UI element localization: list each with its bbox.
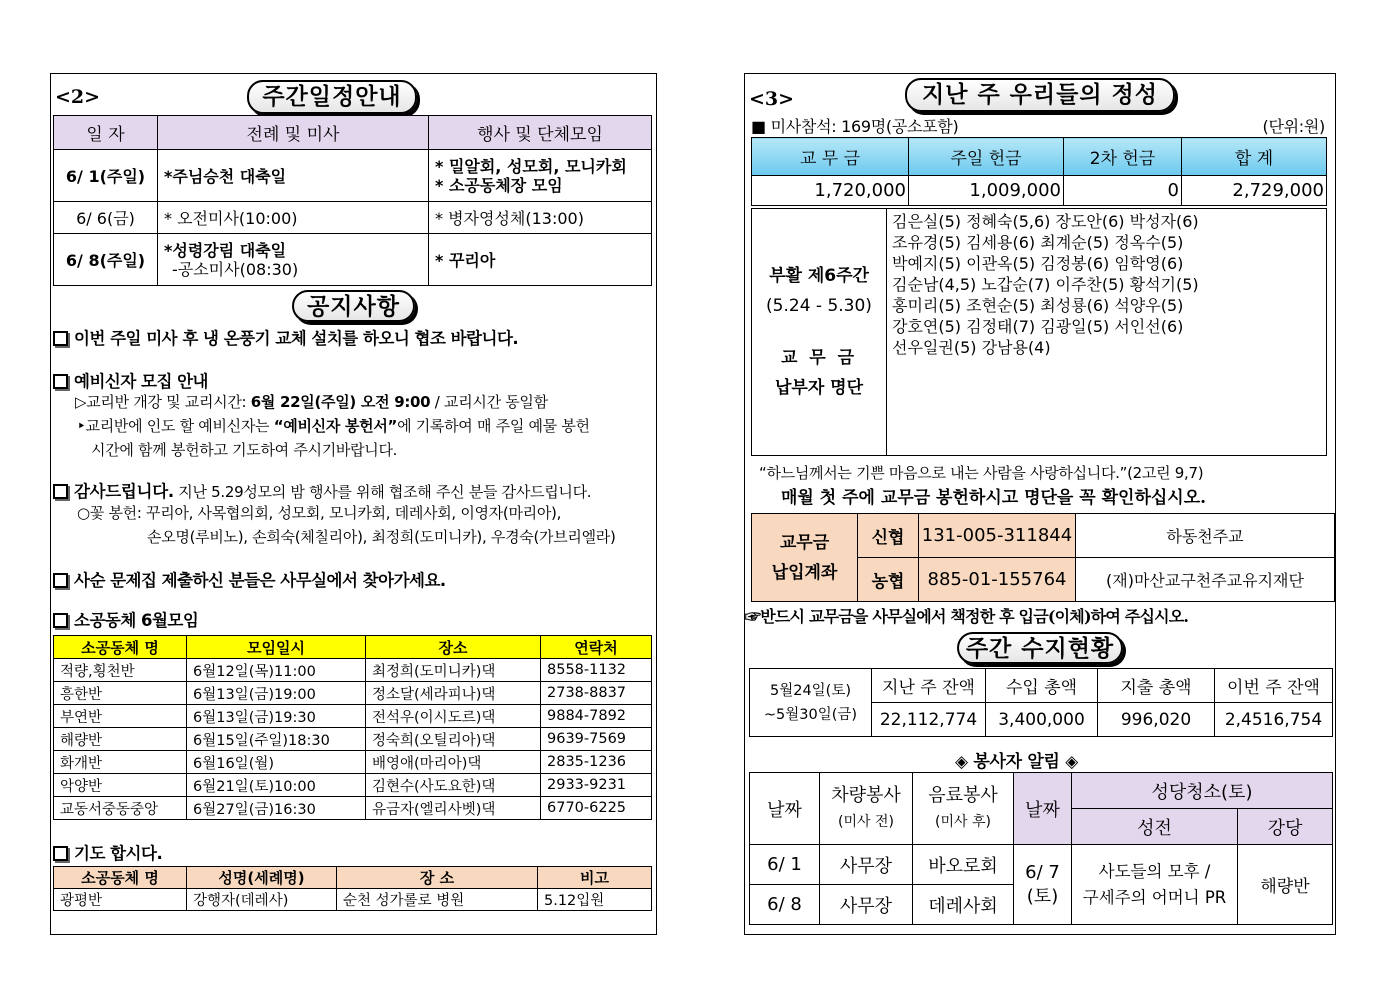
schedule-row <box>54 202 652 234</box>
notice-text: 사순 문제집 제출하신 분들은 사무실에서 찾아가세요. <box>74 571 446 590</box>
donor-line: 조유경(5) 김세용(6) 최계순(5) 정옥수(5) <box>892 233 1184 252</box>
offering-table <box>751 137 1327 206</box>
notice-text: 이번 주일 미사 후 냉 온풍기 교체 설치를 하오니 협조 바랍니다. <box>74 329 519 348</box>
cell: 적량,횡천반 <box>54 659 187 682</box>
weekly-value: 2,4516,754 <box>1215 703 1333 737</box>
cell: 부연반 <box>54 705 187 728</box>
cell: 배영애(마리아)댁 <box>366 751 541 774</box>
cell: 6월13일(금)19:00 <box>187 682 366 705</box>
account-table <box>751 513 1335 602</box>
cell: 김현수(사도요한)댁 <box>366 774 541 797</box>
notice-item <box>53 325 518 349</box>
donor-line: 홍미리(5) 조현순(5) 최성룡(6) 석양우(5) <box>892 296 1184 315</box>
table-row <box>54 659 652 682</box>
reminder: 매월 첫 주에 교무금 봉헌하시고 명단을 꼭 확인하십시오. <box>781 488 1207 508</box>
schedule-liturgy-sub: -공소미사(08:30) <box>172 259 299 279</box>
table-row <box>54 751 652 774</box>
table-row <box>54 889 652 911</box>
weekly-header: 지출 총액 <box>1098 669 1215 703</box>
cell: 정소달(세라피나)댁 <box>366 682 541 705</box>
text: ‣교리반에 인도 할 예비신자는 <box>77 417 274 435</box>
clean-date-day: 6/ 7 <box>1025 861 1060 883</box>
vol-drink: 바오로회 <box>913 845 1014 885</box>
clean-date-weekday: (토) <box>1026 885 1059 907</box>
cell: 순천 성가롤로 병원 <box>337 889 538 911</box>
vol-header-drink-label: 음료봉사 <box>928 784 998 806</box>
vol-header-car <box>820 773 913 845</box>
table-row <box>54 774 652 797</box>
notice-text: 기도 합시다. <box>74 844 163 863</box>
notice-heading <box>53 607 198 631</box>
offering-title: 지난 주 우리들의 정성 <box>905 78 1175 112</box>
vol-header-car-sub: (미사 전) <box>838 813 894 830</box>
schedule-liturgy-cell <box>158 234 429 286</box>
clean-sanctuary <box>1072 845 1238 925</box>
donor-line: 김순남(4,5) 노갑순(7) 이주찬(5) 황석기(5) <box>892 275 1199 294</box>
community-header: 소공동체 명 <box>54 636 187 659</box>
text-bold: “예비신자 봉헌서” <box>273 417 398 435</box>
schedule-events <box>429 150 652 202</box>
cell: 6월12일(목)11:00 <box>187 659 366 682</box>
checkbox-icon <box>53 613 68 628</box>
table-row <box>54 728 652 751</box>
account-bank: 신협 <box>858 514 919 558</box>
cell: 흥한반 <box>54 682 187 705</box>
schedule-row <box>54 234 652 286</box>
table-row <box>750 845 1333 885</box>
donor-label-type: 교 무 금 <box>780 348 858 368</box>
text: ▷교리반 개강 및 교리시간: <box>75 393 251 411</box>
notice-line: ○꽃 봉헌: 꾸리아, 사목협의회, 성모회, 모니카회, 데레사회, 이영자(마리아), <box>77 504 562 522</box>
clean-hall: 해량반 <box>1238 845 1333 925</box>
cell: 6월16일(월) <box>187 751 366 774</box>
page-number: <3> <box>749 88 795 110</box>
notice-heading <box>53 368 208 392</box>
cell: 유금자(엘리사벳)댁 <box>366 797 541 820</box>
money-header: 교 무 금 <box>752 138 909 176</box>
account-note: ☞반드시 교무금을 사무실에서 책정한 후 입금(이체)하여 주십시오. <box>745 607 1189 626</box>
schedule-row <box>54 150 652 202</box>
text: / 교리시간 동일함 <box>430 393 548 411</box>
notice-text: 예비신자 모집 안내 <box>74 372 209 391</box>
prayer-header: 성명(세례명) <box>187 867 337 889</box>
cell: 9639-7569 <box>541 728 652 751</box>
vol-car: 사무장 <box>820 845 913 885</box>
account-number: 885-01-155764 <box>919 558 1076 602</box>
community-header: 모임일시 <box>187 636 366 659</box>
table-row <box>54 797 652 820</box>
cell: 6월13일(금)19:30 <box>187 705 366 728</box>
vol-header-hall: 강당 <box>1238 809 1333 845</box>
cell: 2835-1236 <box>541 751 652 774</box>
cell: 화개반 <box>54 751 187 774</box>
schedule-date: 6/ 8(주일) <box>54 234 158 286</box>
schedule-date: 6/ 1(주일) <box>54 150 158 202</box>
vol-header-drink <box>913 773 1014 845</box>
vol-header-clean: 성당청소(토) <box>1072 773 1333 809</box>
cell: 악양반 <box>54 774 187 797</box>
account-label-2: 납입계좌 <box>771 562 838 583</box>
donor-table <box>751 208 1327 456</box>
weekly-value: 996,020 <box>1098 703 1215 737</box>
cell: 정숙희(오틸리아)댁 <box>366 728 541 751</box>
donor-label-dates: (5.24 - 5.30) <box>766 296 872 316</box>
cell: 9884-7892 <box>541 705 652 728</box>
money-value: 1,720,000 <box>752 176 909 206</box>
cell: 8558-1132 <box>541 659 652 682</box>
cell: 2933-9231 <box>541 774 652 797</box>
notice-line: 시간에 함께 봉헌하고 기도하여 주시기바랍니다. <box>91 441 398 459</box>
prayer-header: 장 소 <box>337 867 538 889</box>
donor-label-week: 부활 제6주간 <box>769 266 869 286</box>
money-value: 1,009,000 <box>909 176 1064 206</box>
cell: 교동서중동중앙 <box>54 797 187 820</box>
notice-title: 공지사항 <box>292 290 415 322</box>
notice-line <box>77 415 590 436</box>
community-table <box>53 635 652 820</box>
text-bold: 6월 22일(주일) 오전 9:00 <box>250 393 431 411</box>
table-row <box>54 682 652 705</box>
schedule-liturgy: * 오전미사(10:00) <box>158 202 429 234</box>
cell: 6월27일(금)16:30 <box>187 797 366 820</box>
unit: (단위:원) <box>1262 117 1325 136</box>
cell: 최정희(도미니카)댁 <box>366 659 541 682</box>
weekly-header: 수입 총액 <box>986 669 1098 703</box>
account-number: 131-005-311844 <box>919 514 1076 558</box>
schedule-header-liturgy: 전례 및 미사 <box>158 116 429 150</box>
table-row <box>54 705 652 728</box>
weekly-table <box>749 668 1333 737</box>
checkbox-icon <box>53 484 68 499</box>
account-holder: 하동천주교 <box>1076 514 1335 558</box>
notice-heading: 감사드립니다. <box>74 482 174 501</box>
cell: 6월15일(주일)18:30 <box>187 728 366 751</box>
cell: 2738-8837 <box>541 682 652 705</box>
donor-line: 선우일권(5) 강남용(4) <box>892 338 1051 357</box>
schedule-event: * 꾸리아 <box>429 234 652 286</box>
page-number: <2> <box>55 86 101 108</box>
schedule-header-events: 행사 및 단체모임 <box>429 116 652 150</box>
checkbox-icon <box>53 331 68 346</box>
donor-list <box>887 209 1327 456</box>
weekly-period <box>750 669 872 737</box>
schedule-header-date: 일 자 <box>54 116 158 150</box>
cell: 5.12입원 <box>538 889 652 911</box>
schedule-event: * 밀알회, 성모회, 모니카회 <box>435 156 627 176</box>
vol-header-sanctuary: 성전 <box>1072 809 1238 845</box>
schedule-event: * 병자영성체(13:00) <box>429 202 652 234</box>
vol-date: 6/ 8 <box>750 885 820 925</box>
schedule-table <box>53 115 652 286</box>
attendance: ■ 미사참석: 169명(공소포함) <box>751 117 959 136</box>
community-header: 장소 <box>366 636 541 659</box>
money-header: 2차 헌금 <box>1064 138 1182 176</box>
vol-header-car-label: 차량봉사 <box>831 784 901 806</box>
notice-line <box>75 391 548 412</box>
vol-drink: 데레사회 <box>913 885 1014 925</box>
prayer-table <box>53 866 652 911</box>
cell: 광평반 <box>54 889 187 911</box>
schedule-date: 6/ 6(금) <box>54 202 158 234</box>
clean-sanctuary-line: 사도들의 모후 / <box>1098 861 1211 881</box>
vol-car: 사무장 <box>820 885 913 925</box>
prayer-header: 비고 <box>538 867 652 889</box>
volunteer-title: ◈ 봉사자 알림 ◈ <box>955 752 1079 772</box>
vol-date: 6/ 1 <box>750 845 820 885</box>
page-2 <box>50 73 657 935</box>
weekly-value: 22,112,774 <box>872 703 986 737</box>
donor-line: 강호연(5) 김정태(7) 김광일(5) 서인선(6) <box>892 317 1184 336</box>
cell: 6770-6225 <box>541 797 652 820</box>
weekly-value: 3,400,000 <box>986 703 1098 737</box>
checkbox-icon <box>53 374 68 389</box>
checkbox-icon <box>53 573 68 588</box>
weekly-header: 이번 주 잔액 <box>1215 669 1333 703</box>
vol-header-drink-sub: (미사 후) <box>935 813 991 830</box>
cell: 전석우(이시도르)댁 <box>366 705 541 728</box>
weekly-period-start: 5월24일(토) <box>769 682 851 699</box>
notice-text: 지난 5.29성모의 밤 행사를 위해 협조해 주신 분들 감사드립니다. <box>173 483 592 501</box>
notice-item <box>53 478 591 502</box>
money-value: 2,729,000 <box>1182 176 1327 206</box>
schedule-event: * 소공동체장 모임 <box>435 175 563 195</box>
donor-label-list: 납부자 명단 <box>774 378 864 398</box>
community-header: 연락처 <box>541 636 652 659</box>
money-header: 합 계 <box>1182 138 1327 176</box>
notice-line: 손오명(루비노), 손희숙(체칠리아), 최정희(도미니카), 우경숙(가브리엘라) <box>147 528 616 546</box>
schedule-title: 주간일정안내 <box>247 80 417 114</box>
cell: 해량반 <box>54 728 187 751</box>
checkbox-icon <box>53 846 68 861</box>
volunteer-table <box>749 772 1333 925</box>
money-value: 0 <box>1064 176 1182 206</box>
page-3 <box>744 73 1336 935</box>
account-bank: 농협 <box>858 558 919 602</box>
account-holder: (재)마산교구천주교유지재단 <box>1076 558 1335 602</box>
notice-item <box>53 567 446 591</box>
vol-header-date2: 날짜 <box>1014 773 1072 845</box>
prayer-header: 소공동체 명 <box>54 867 187 889</box>
clean-date <box>1014 845 1072 925</box>
notice-text: 소공동체 6월모임 <box>74 611 199 630</box>
donor-label <box>752 209 887 456</box>
text: 에 기록하여 매 주일 예물 봉헌 <box>397 417 590 435</box>
schedule-liturgy: *성령강림 대축일 <box>164 240 287 260</box>
vol-header-date: 날짜 <box>750 773 820 845</box>
clean-sanctuary-line: 구세주의 어머니 PR <box>1082 887 1227 907</box>
cell: 강행자(데레사) <box>187 889 337 911</box>
schedule-liturgy: *주님승천 대축일 <box>158 150 429 202</box>
weekly-title: 주간 수지현황 <box>957 632 1123 664</box>
bible-quote: “하느님께서는 기쁜 마음으로 내는 사람을 사랑하십니다.”(2고린 9,7) <box>759 464 1204 482</box>
account-label-1: 교무금 <box>779 532 830 553</box>
weekly-header: 지난 주 잔액 <box>872 669 986 703</box>
account-label <box>752 514 858 602</box>
donor-line: 김은실(5) 정혜숙(5,6) 장도안(6) 박성자(6) <box>892 212 1199 231</box>
money-header: 주일 헌금 <box>909 138 1064 176</box>
notice-heading <box>53 840 162 864</box>
weekly-period-end: ~5월30일(금) <box>763 706 858 723</box>
donor-line: 박예지(5) 이관옥(5) 김정봉(6) 임학영(6) <box>892 254 1184 273</box>
cell: 6월21일(토)10:00 <box>187 774 366 797</box>
